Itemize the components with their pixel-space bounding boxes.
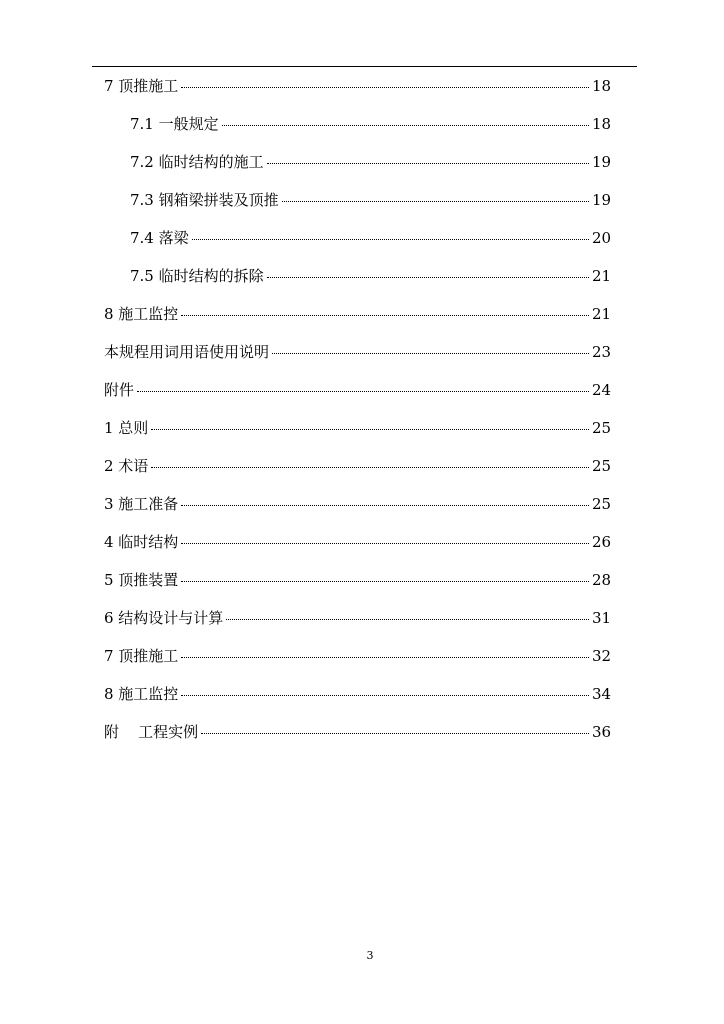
toc-entry-label: 附 工程实例 [104,723,199,741]
toc-entry-label: 4 临时结构 [104,533,179,551]
toc-entry-terminology-notes[interactable] [104,341,610,363]
toc-entry-page: 18 [592,115,612,133]
dot-leader [181,695,589,696]
toc-entry-label: 8 施工监控 [104,305,179,323]
toc-entry-label: 3 施工准备 [104,495,179,513]
toc-entry-label: 本规程用词用语使用说明 [104,343,270,361]
toc-entry-page: 21 [592,305,612,323]
toc-entry-page: 24 [592,381,612,399]
dot-leader [267,163,589,164]
toc-entry-a4[interactable] [104,531,610,553]
dot-leader [181,581,589,582]
toc-entry-7[interactable] [104,75,610,97]
dot-leader [226,619,589,620]
dot-leader [192,239,589,240]
dot-leader [267,277,589,278]
dot-leader [282,201,589,202]
toc-entry-page: 36 [592,723,612,741]
toc-entry-page: 25 [592,457,612,475]
dot-leader [181,505,589,506]
toc-entry-label: 附件 [104,381,135,399]
toc-entry-7-3[interactable] [130,189,610,211]
toc-entry-page: 19 [592,191,612,209]
toc-entry-7-2[interactable] [130,151,610,173]
toc-entry-label: 1 总则 [104,419,149,437]
toc-entry-page: 25 [592,495,612,513]
toc-entry-label: 7.3 钢箱梁拼装及顶推 [130,191,279,209]
dot-leader [181,657,589,658]
toc-entry-a8[interactable] [104,683,610,705]
dot-leader [272,353,589,354]
toc-entry-label: 7 顶推施工 [104,647,179,665]
toc-entry-page: 20 [592,229,612,247]
page-number: 3 [366,949,374,962]
toc-entry-page: 26 [592,533,612,551]
toc-entry-7-4[interactable] [130,227,610,249]
toc-entry-label: 7.4 落梁 [130,229,189,247]
toc-entry-label: 6 结构设计与计算 [104,609,224,627]
toc-entry-page: 21 [592,267,612,285]
toc-entry-page: 23 [592,343,612,361]
toc-entry-label: 7.5 临时结构的拆除 [130,267,264,285]
dot-leader [151,429,589,430]
toc-entry-a5[interactable] [104,569,610,591]
toc-entry-a7[interactable] [104,645,610,667]
toc-entry-engineering-example[interactable] [104,721,610,743]
toc-entry-a3[interactable] [104,493,610,515]
dot-leader [201,733,589,734]
toc-entry-label: 5 顶推装置 [104,571,179,589]
toc-entry-label: 7 顶推施工 [104,77,179,95]
toc-entry-appendix[interactable] [104,379,610,401]
toc-entry-label: 2 术语 [104,457,149,475]
toc-entry-a1[interactable] [104,417,610,439]
toc-entry-label: 8 施工监控 [104,685,179,703]
toc-entry-page: 28 [592,571,612,589]
toc-entry-page: 18 [592,77,612,95]
toc-entry-7-5[interactable] [130,265,610,287]
dot-leader [222,125,589,126]
toc-entry-page: 34 [592,685,612,703]
toc-entry-label: 7.1 一般规定 [130,115,219,133]
dot-leader [181,315,589,316]
toc-entry-8[interactable] [104,303,610,325]
dot-leader [137,391,589,392]
toc-entry-a6[interactable] [104,607,610,629]
dot-leader [181,87,589,88]
toc-entry-label: 7.2 临时结构的施工 [130,153,264,171]
toc-entry-page: 19 [592,153,612,171]
dot-leader [181,543,589,544]
toc-entry-7-1[interactable] [130,113,610,135]
dot-leader [151,467,589,468]
toc-entry-page: 31 [592,609,612,627]
toc-entry-page: 32 [592,647,612,665]
toc-entry-page: 25 [592,419,612,437]
toc-entry-a2[interactable] [104,455,610,477]
